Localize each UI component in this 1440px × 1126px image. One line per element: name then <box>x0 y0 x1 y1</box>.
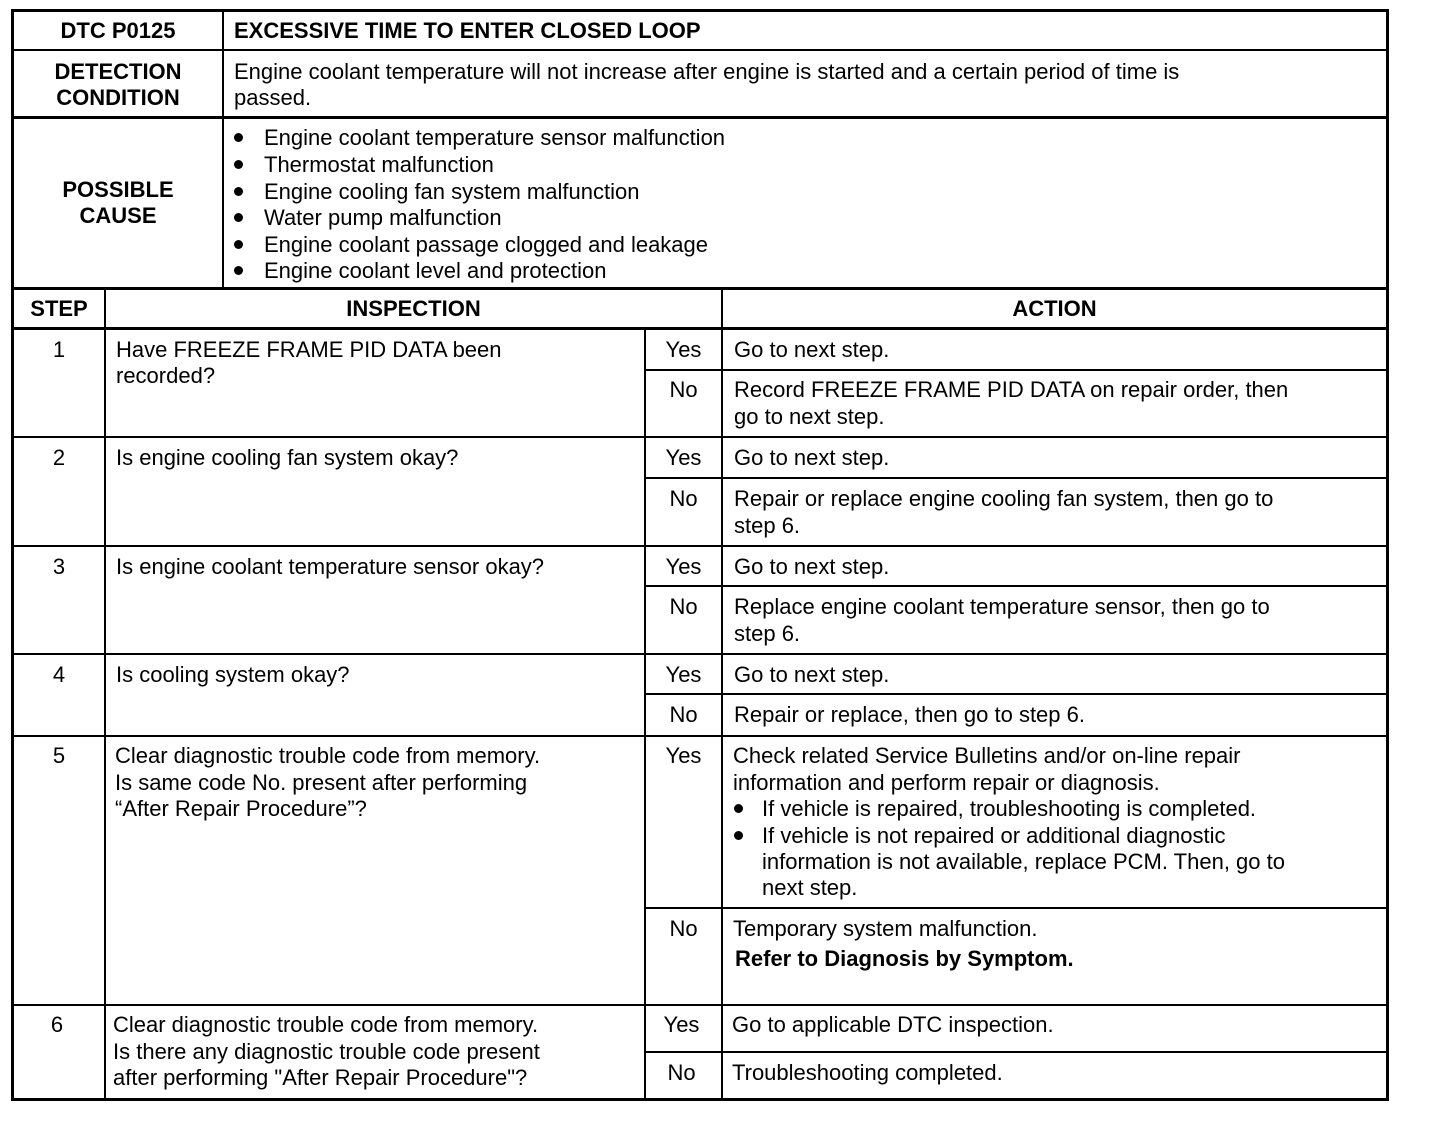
yes-action: Go to next step. <box>734 445 890 470</box>
rule-step-col <box>104 289 106 1098</box>
rule-step5-end <box>14 1004 1386 1006</box>
yes-action: Go to next step. <box>734 337 890 362</box>
rule-label-col <box>222 12 224 288</box>
rule-header <box>14 49 1386 51</box>
no-action: Repair or replace engine cooling fan system, then go to <box>734 486 1274 511</box>
no-label: No <box>669 916 698 941</box>
no-action: step 6. <box>734 621 801 646</box>
possible-cause-label: POSSIBLE <box>62 177 174 202</box>
no-action: Repair or replace, then go to step 6. <box>734 702 1085 727</box>
yes-action: information and perform repair or diagnosis. <box>733 770 1160 795</box>
possible-cause-label: CAUSE <box>79 203 157 228</box>
step-inspection: recorded? <box>116 363 216 388</box>
yes-action-bullet: If vehicle is not repaired or additional diagnostic <box>762 823 1226 848</box>
column-header-action: ACTION <box>1012 296 1097 321</box>
yes-label: Yes <box>665 337 702 362</box>
step-number: 4 <box>52 662 66 687</box>
detection-text: Engine coolant temperature will not increase after engine is started and a certain period of time is <box>234 59 1180 84</box>
no-label: No <box>667 1060 696 1085</box>
rule-cause <box>14 287 1386 290</box>
no-label: No <box>669 594 698 619</box>
yes-label: Yes <box>665 743 702 768</box>
rule-inspection-col <box>721 289 723 1098</box>
step-number: 2 <box>52 445 66 470</box>
yes-action: Go to next step. <box>734 662 890 687</box>
step-inspection: Is there any diagnostic trouble code present <box>113 1039 540 1064</box>
bullet-icon <box>234 240 243 249</box>
bullet-icon <box>234 266 243 275</box>
no-action: Replace engine coolant temperature sensor, then go to <box>734 594 1270 619</box>
rule-step5-mid <box>645 907 1386 909</box>
no-action: Troubleshooting completed. <box>732 1060 1003 1085</box>
no-action: go to next step. <box>734 404 885 429</box>
no-label: No <box>669 377 698 402</box>
yes-action: Go to next step. <box>734 554 890 579</box>
rule-step2-mid <box>645 477 1386 479</box>
bullet-icon <box>234 133 243 142</box>
rule-step3-mid <box>645 585 1386 587</box>
rule-step1-end <box>14 436 1386 438</box>
step-inspection: after performing "After Repair Procedure"? <box>113 1065 528 1090</box>
cause-item: Thermostat malfunction <box>264 152 494 177</box>
rule-detection <box>14 116 1386 119</box>
yes-label: Yes <box>665 554 702 579</box>
step-inspection: Have FREEZE FRAME PID DATA been <box>116 337 502 362</box>
cause-item: Engine cooling fan system malfunction <box>264 179 640 204</box>
cause-item: Engine coolant level and protection <box>264 258 607 283</box>
rule-step2-end <box>14 545 1386 547</box>
detection-label: CONDITION <box>56 85 180 110</box>
detection-label: DETECTION <box>54 59 182 84</box>
step-inspection: Is engine coolant temperature sensor okay? <box>116 554 545 579</box>
step-inspection: Is engine cooling fan system okay? <box>116 445 459 470</box>
bullet-icon <box>234 160 243 169</box>
step-inspection: “After Repair Procedure”? <box>115 796 367 821</box>
step-number: 6 <box>50 1012 64 1037</box>
yes-action-bullet: If vehicle is repaired, troubleshooting is completed. <box>762 796 1257 821</box>
column-header-inspection: INSPECTION <box>346 296 481 321</box>
yes-label: Yes <box>665 445 702 470</box>
yes-action-bullet: information is not available, replace PCM. Then, go to <box>762 849 1285 874</box>
step-number: 1 <box>52 337 66 362</box>
no-action: Record FREEZE FRAME PID DATA on repair order, then <box>734 377 1289 402</box>
bullet-icon <box>734 804 743 813</box>
bullet-icon <box>234 213 243 222</box>
step-inspection: Is cooling system okay? <box>116 662 350 687</box>
step-number: 5 <box>52 743 66 768</box>
yes-label: Yes <box>665 662 702 687</box>
column-header-step: STEP <box>30 296 88 321</box>
step-inspection: Clear diagnostic trouble code from memory. <box>113 1012 539 1037</box>
bullet-icon <box>234 187 243 196</box>
yes-action: Go to applicable DTC inspection. <box>732 1012 1054 1037</box>
step-number: 3 <box>52 554 66 579</box>
no-action-reference: Refer to Diagnosis by Symptom. <box>735 946 1074 971</box>
step-inspection: Is same code No. present after performing <box>115 770 528 795</box>
dtc-title: EXCESSIVE TIME TO ENTER CLOSED LOOP <box>234 18 701 43</box>
rule-step3-end <box>14 653 1386 655</box>
yes-label: Yes <box>663 1012 700 1037</box>
yes-action-bullet: next step. <box>762 875 858 900</box>
detection-text: passed. <box>234 85 312 110</box>
step-inspection: Clear diagnostic trouble code from memory. <box>115 743 541 768</box>
no-action: Temporary system malfunction. <box>733 916 1038 941</box>
bullet-icon <box>734 831 743 840</box>
rule-step4-end <box>14 735 1386 737</box>
no-label: No <box>669 702 698 727</box>
rule-step4-mid <box>645 693 1386 695</box>
cause-item: Water pump malfunction <box>264 205 502 230</box>
cause-item: Engine coolant passage clogged and leakage <box>264 232 709 257</box>
rule-columns <box>14 327 1386 330</box>
yes-action: Check related Service Bulletins and/or on-line repair <box>733 743 1241 768</box>
dtc-code-label: DTC P0125 <box>60 18 176 43</box>
no-label: No <box>669 486 698 511</box>
no-action: step 6. <box>734 513 801 538</box>
rule-step6-mid <box>645 1051 1386 1053</box>
rule-step1-mid <box>645 369 1386 371</box>
cause-item: Engine coolant temperature sensor malfunction <box>264 125 726 150</box>
